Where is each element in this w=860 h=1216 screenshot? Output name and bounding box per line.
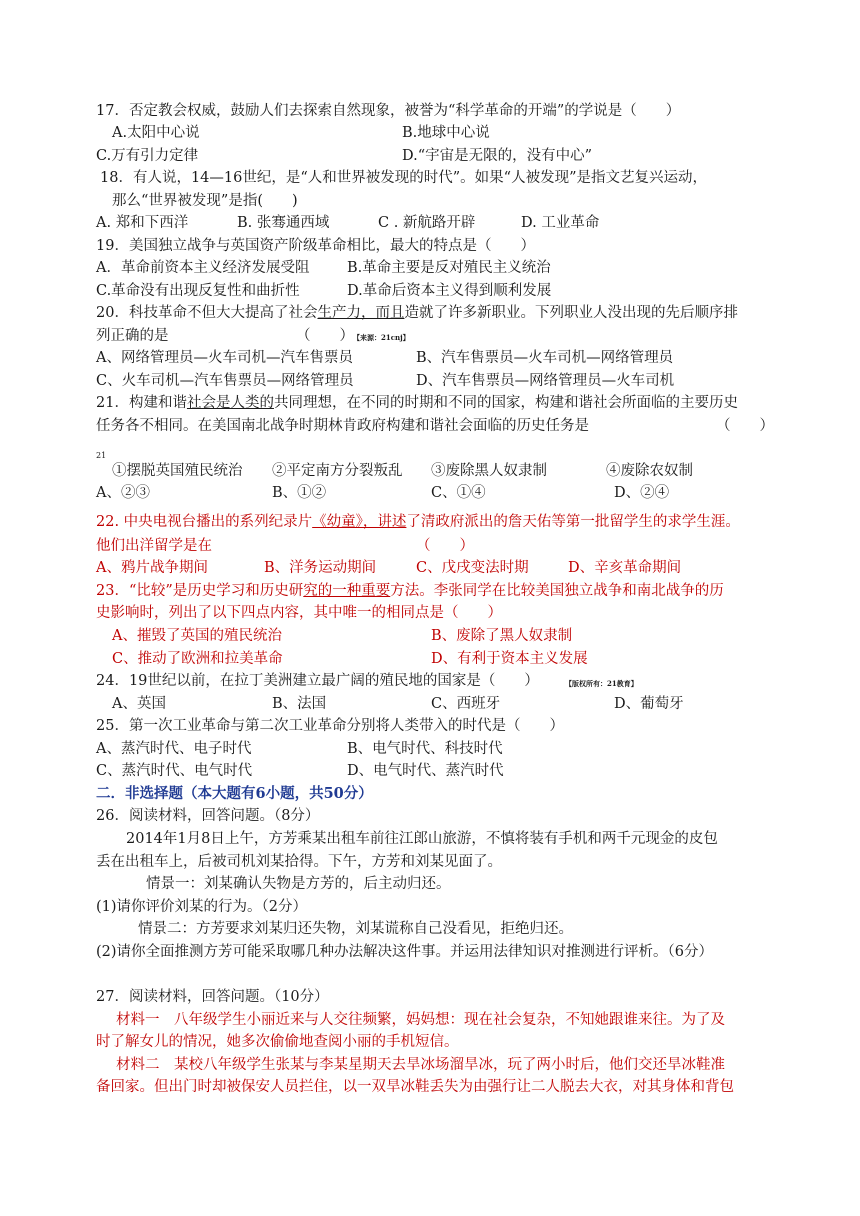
q21-stem-underlined: 社会是人类的 [186,395,274,411]
q20-option-d: D、汽车售票员—网络管理员—火车司机 [416,373,675,389]
q20-stem-part1: 20．科技革命不但大大提高了社会 [96,305,318,321]
q23-stem-part1: 23．“比较”是历史学习和历史研 [96,583,304,599]
q18-option-b: B. 张骞通西域 [237,215,330,231]
q18-option-c: C . 新航路开辟 [378,215,476,231]
q26-paragraph-line2: 丢在出租车上，后被司机刘某拾得。下午，方芳和刘某见面了。 [96,854,502,870]
q26-scenario-2: 情景二：方芳要求刘某归还失物，刘某谎称自己没看见，拒绝归还。 [138,921,573,937]
q21-stem-part2: 共同理想，在不同的时期和不同的国家，构建和谐社会所面临的主要历史 [273,395,738,411]
q24-option-b: B、法国 [272,696,327,712]
q26-subquestion-2: (2)请你全面推测方芳可能采取哪几种办法解决这件事。并运用法律知识对推测进行评析。（6分） [96,944,714,960]
q22-option-c: C、戊戌变法时期 [416,560,529,576]
q21-answer-paren: （ ） [716,418,774,434]
q22-stem-line1 [96,512,740,532]
q23-option-a: A、摧毁了英国的殖民统治 [112,628,282,644]
q25-option-b: B、电气时代、科技时代 [347,741,503,757]
q20-stem-part2: 造就了许多新职业。下列职业人没出现的先后顺序排 [404,305,738,321]
q21-stem-part1: 21．构建和谐 [96,395,187,411]
q26-paragraph-line1: 2014年1月8日上午，方芳乘某出租车前往江郎山旅游，不慎将装有手机和两千元现金的皮包 [126,831,718,847]
q23-stem-underlined: 究的一种重要 [303,583,391,599]
q19-option-c: C.革命没有出现反复性和曲折性 [96,283,300,299]
q17-option-d: D.“宇宙是无限的，没有中心” [402,148,593,164]
q23-option-b: B、废除了黑人奴隶制 [431,628,573,644]
q24-option-a: A、英国 [112,696,166,712]
q23-stem-part2: 方法。李张同学在比较美国独立战争和南北战争的历 [390,583,724,599]
q27-material-2-line1: 材料二 某校八年级学生张某与李某星期天去旱冰场溜旱冰，玩了两小时后，他们交还旱冰鞋准 [116,1057,725,1073]
q24-option-c: C、西班牙 [431,696,501,712]
q22-option-d: D、辛亥革命期间 [568,560,682,576]
q20-stem-underlined: 生产力，而且 [317,305,405,321]
q23-option-d: D、有利于资本主义发展 [431,651,588,667]
q27-material-2-line2: 备回家。但出门时却被保安人员拦住，以一双旱冰鞋丢失为由强行让二人脱去大衣，对其身体和背包 [96,1079,734,1095]
q21-item-3: ③废除黑人奴隶制 [431,463,547,479]
q24-source-note: 【版权所有：21教育】 [565,679,638,688]
q17-option-a: A.太阳中心说 [112,125,200,141]
q27-material-1-line1: 材料一 八年级学生小丽近来与人交往频繁，妈妈想：现在社会复杂，不知她跟谁来往。为了及 [116,1012,725,1028]
section-heading: 二．非选择题（本大题有6小题，共50分） [96,785,373,802]
q21-item-4: ④废除农奴制 [606,463,693,479]
q21-option-d: D、②④ [614,485,670,501]
q27-material-1-line2: 时了解女儿的情况，她多次偷偷地查阅小丽的手机短信。 [96,1034,459,1050]
q22-option-b: B、洋务运动期间 [264,560,377,576]
q21-item-2: ②平定南方分裂叛乱 [272,463,403,479]
q27-stem: 27．阅读材料，回答问题。（10分） [96,989,329,1005]
q19-option-a: A．革命前资本主义经济发展受阻 [96,260,310,276]
q18-option-a: A. 郑和下西洋 [96,215,189,231]
q20-stem-line2: 列正确的是 [96,328,169,344]
q20-source-note: 【来源：21cnj】 [353,333,410,342]
q25-stem: 25．第一次工业革命与第二次工业革命分别将人类带入的时代是（ ） [96,718,564,734]
q20-answer-paren: （ ） [296,328,354,344]
q21-item-1: ①摆脱英国殖民统治 [112,463,243,479]
q22-stem-part1: 22. 中央电视台播出的系列纪录片 [96,514,313,530]
q21-option-a: A、②③ [96,485,150,501]
q20-stem-line1 [96,303,738,323]
q18-stem-line2: 那么“世界被发现”是指( ) [112,193,298,209]
q19-option-b: B.革命主要是反对殖民主义统治 [347,260,551,276]
q19-option-d: D.革命后资本主义得到顺利发展 [347,283,552,299]
q22-answer-paren: （ ） [416,538,474,554]
q22-stem-part2: 了清政府派出的詹天佑等第一批留学生的求学生涯。 [406,514,740,530]
q20-option-b: B、汽车售票员—火车司机—网络管理员 [416,350,674,366]
q24-option-d: D、葡萄牙 [614,696,684,712]
q17-option-b: B.地球中心说 [402,125,490,141]
q26-subquestion-1: (1)请你评价刘某的行为。（2分） [96,899,308,915]
q21-stem-line2: 任务各不相同。在美国南北战争时期林肯政府构建和谐社会面临的历史任务是 [96,418,589,434]
q21-stem-line1 [96,393,738,413]
q23-stem-line1 [96,581,724,601]
q20-option-a: A、网络管理员—火车司机—汽车售票员 [96,350,353,366]
q23-option-c: C、推动了欧洲和拉美革命 [112,651,283,667]
q21-option-c: C、①④ [431,485,486,501]
q25-option-d: D、电气时代、蒸汽时代 [347,763,504,779]
q26-stem: 26．阅读材料，回答问题。（8分） [96,808,320,824]
q23-stem-line2: 史影响时，列出了以下四点内容，其中唯一的相同点是（ ） [96,605,502,621]
q17-option-c: C.万有引力定律 [96,148,199,164]
q19-stem: 19．美国独立战争与英国资产阶级革命相比，最大的特点是（ ） [96,238,535,254]
q22-option-a: A、鸦片战争期间 [96,560,208,576]
q25-option-c: C、蒸汽时代、电气时代 [96,763,253,779]
q25-option-a: A、蒸汽时代、电子时代 [96,741,252,757]
q22-stem-underlined: 《幼童》，讲述 [312,514,407,530]
q18-stem-line1: 18．有人说，14—16世纪，是“人和世界被发现的时代”。如果“人被发现”是指文艺复兴运动， [100,170,708,186]
q21-mark: 21 [96,451,107,460]
q18-option-d: D. 工业革命 [521,215,600,231]
q24-stem: 24．19世纪以前，在拉丁美洲建立最广阔的殖民地的国家是（ ） [96,673,539,689]
q21-option-b: B、①② [272,485,327,501]
q26-scenario-1: 情景一：刘某确认失物是方芳的，后主动归还。 [146,876,451,892]
q22-stem-line2: 他们出洋留学是在 [96,538,212,554]
q17-stem: 17．否定教会权威，鼓励人们去探索自然现象，被誉为“科学革命的开端”的学说是（ ） [96,103,681,119]
q20-option-c: C、火车司机—汽车售票员—网络管理员 [96,373,354,389]
